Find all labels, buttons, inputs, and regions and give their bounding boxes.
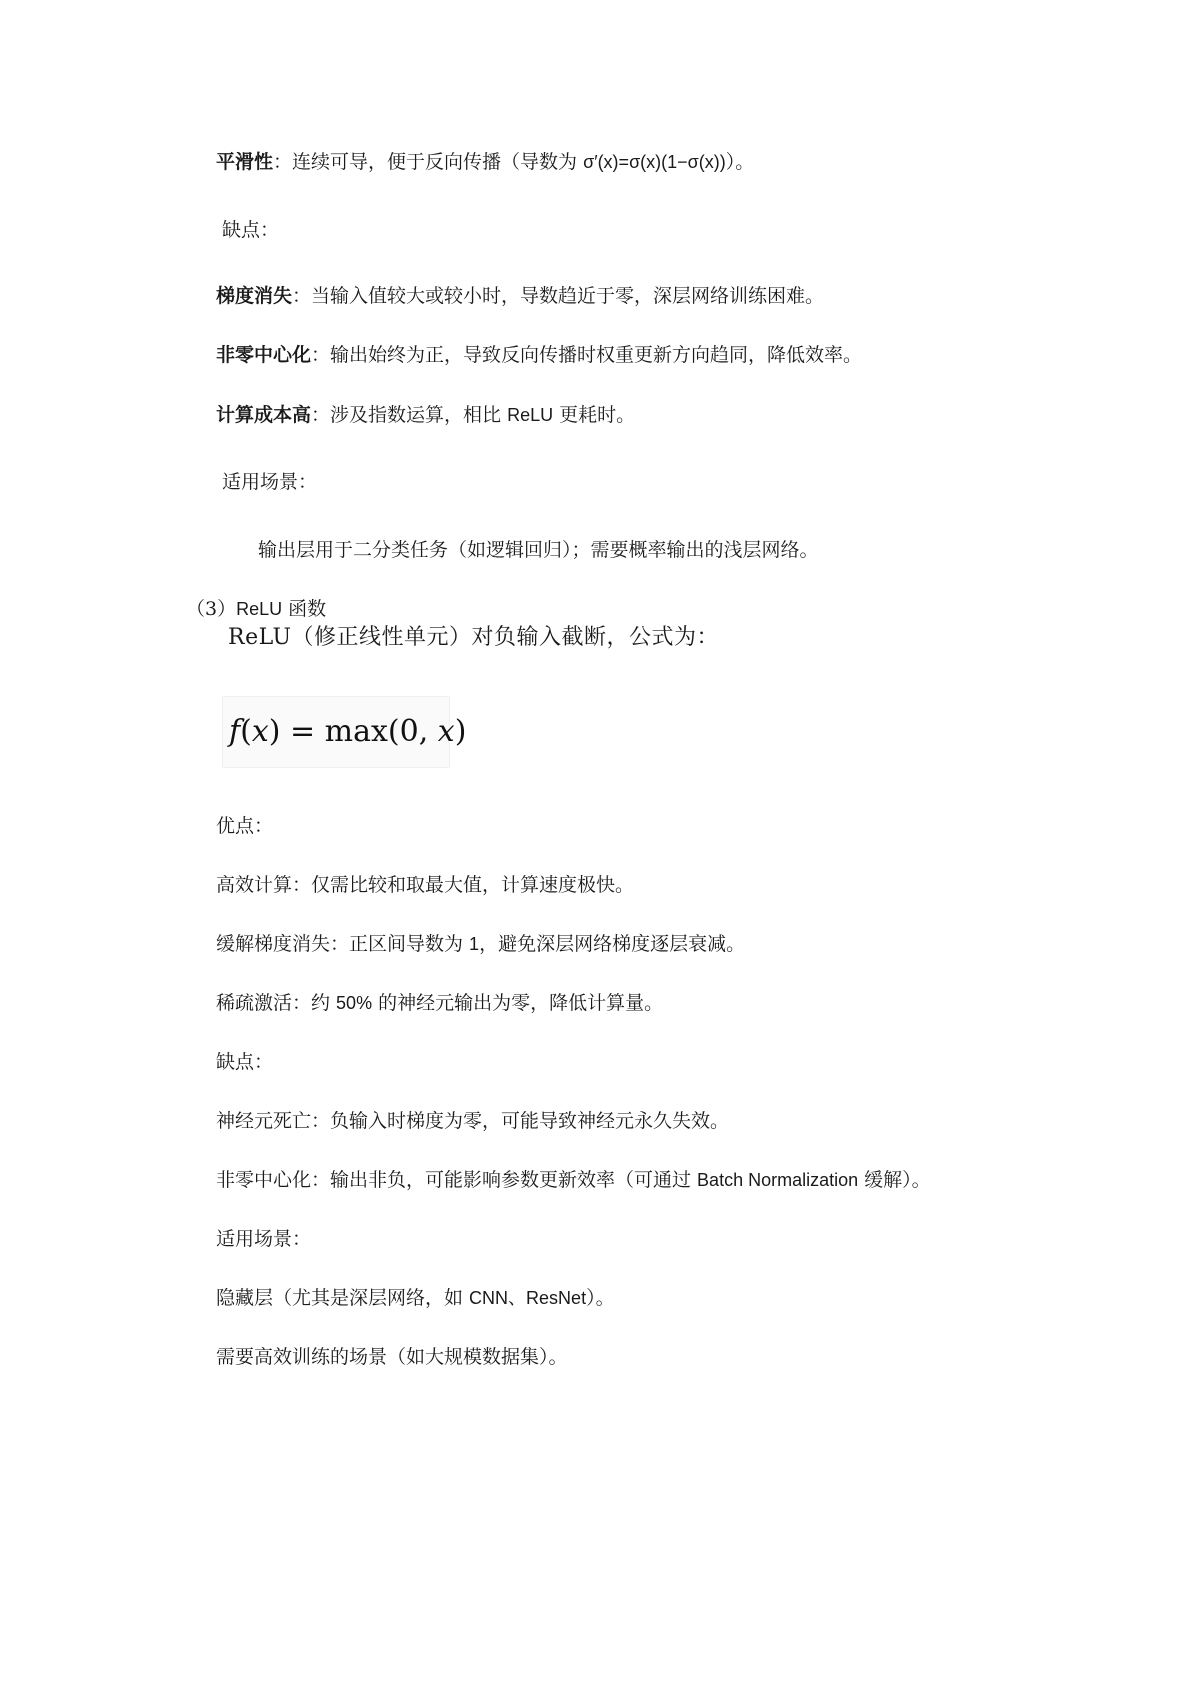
formula-open: (	[240, 714, 252, 749]
non-zero-center-label: 非零中心化	[216, 344, 312, 366]
relu-use-hidden	[216, 1284, 615, 1312]
relu-pro-gradient-b: ，避免深层网络梯度逐层衰减。	[479, 933, 746, 955]
formula-f: f	[229, 714, 241, 749]
relu-use-hidden-code: CNN、ResNet	[469, 1288, 587, 1308]
high-cost-sep: ：	[311, 404, 331, 426]
relu-con-nonzero	[216, 1166, 931, 1194]
relu-con-nonzero-code: Batch Normalization	[697, 1170, 859, 1190]
relu-pro-sparse-code: 50%	[336, 993, 373, 1013]
relu-use-title: 适用场景：	[216, 1228, 312, 1250]
formula-eq: ) = max(0,	[268, 714, 438, 749]
relu-pro-gradient-a: 缓解梯度消失：正区间导数为	[216, 933, 470, 955]
non-zero-center-sep: ：	[311, 344, 331, 366]
relu-use-hidden-b: ）。	[586, 1287, 615, 1309]
non-zero-center-line	[216, 341, 862, 369]
sigmoid-use-text: 输出层用于二分类任务（如逻辑回归）；需要概率输出的浅层网络。	[258, 539, 819, 561]
gradient-vanish-text: 当输入值较大或较小时，导数趋近于零，深层网络训练困难。	[311, 285, 825, 307]
sigmoid-use-title: 适用场景：	[222, 471, 318, 493]
relu-use-efficient: 需要高效训练的场景（如大规模数据集）。	[216, 1346, 568, 1368]
smoothness-line	[216, 148, 754, 176]
formula-x2: x	[437, 714, 455, 749]
relu-heading	[186, 595, 326, 623]
relu-use-hidden-a: 隐藏层（尤其是深层网络，如	[216, 1287, 470, 1309]
high-cost-line	[216, 401, 635, 429]
relu-formula	[229, 713, 466, 751]
gradient-vanish-label: 梯度消失	[216, 285, 293, 307]
relu-con-nonzero-b: 缓解）。	[858, 1169, 931, 1191]
gradient-vanish-line	[216, 282, 824, 310]
sigmoid-derivative: σ′(x)=σ(x)(1−σ(x))	[583, 152, 726, 172]
relu-pro-sparse-b: 的神经元输出为零，降低计算量。	[372, 992, 664, 1014]
high-cost-label: 计算成本高	[216, 404, 312, 426]
relu-con-nonzero-a: 非零中心化：输出非负，可能影响参数更新效率（可通过	[216, 1169, 698, 1191]
relu-con-dead: 神经元死亡：负输入时梯度为零，可能导致神经元永久失效。	[216, 1110, 730, 1132]
formula-x1: x	[251, 714, 269, 749]
relu-intro: ReLU（修正线性单元）对负输入截断，公式为：	[228, 625, 720, 650]
relu-pro-sparse-a: 稀疏激活：约	[216, 992, 337, 1014]
relu-pro-efficient: 高效计算：仅需比较和取最大值，计算速度极快。	[216, 874, 635, 896]
relu-heading-code: ReLU	[236, 599, 283, 619]
non-zero-center-text: 输出始终为正，导致反向传播时权重更新方向趋同，降低效率。	[330, 344, 863, 366]
relu-pro-sparse	[216, 989, 663, 1017]
gradient-vanish-sep: ：	[292, 285, 312, 307]
relu-heading-num: （3）	[186, 598, 237, 620]
relu-pro-gradient	[216, 930, 745, 958]
relu-pros-title: 优点：	[216, 815, 274, 837]
smoothness-end: ）。	[725, 151, 755, 173]
smoothness-label: 平滑性	[216, 151, 274, 173]
smoothness-sep: ：	[273, 151, 293, 173]
high-cost-text: 涉及指数运算，相比	[330, 404, 508, 426]
relu-cons-title: 缺点：	[216, 1051, 274, 1073]
relu-pro-gradient-code: 1	[469, 934, 480, 954]
high-cost-code: ReLU	[507, 405, 554, 425]
sigmoid-cons-title: 缺点：	[222, 219, 280, 241]
relu-formula-image	[222, 696, 467, 768]
smoothness-text: 连续可导，便于反向传播（导数为	[292, 151, 584, 173]
formula-close: )	[454, 714, 467, 749]
relu-heading-text: 函数	[282, 598, 327, 620]
high-cost-end: 更耗时。	[553, 404, 636, 426]
